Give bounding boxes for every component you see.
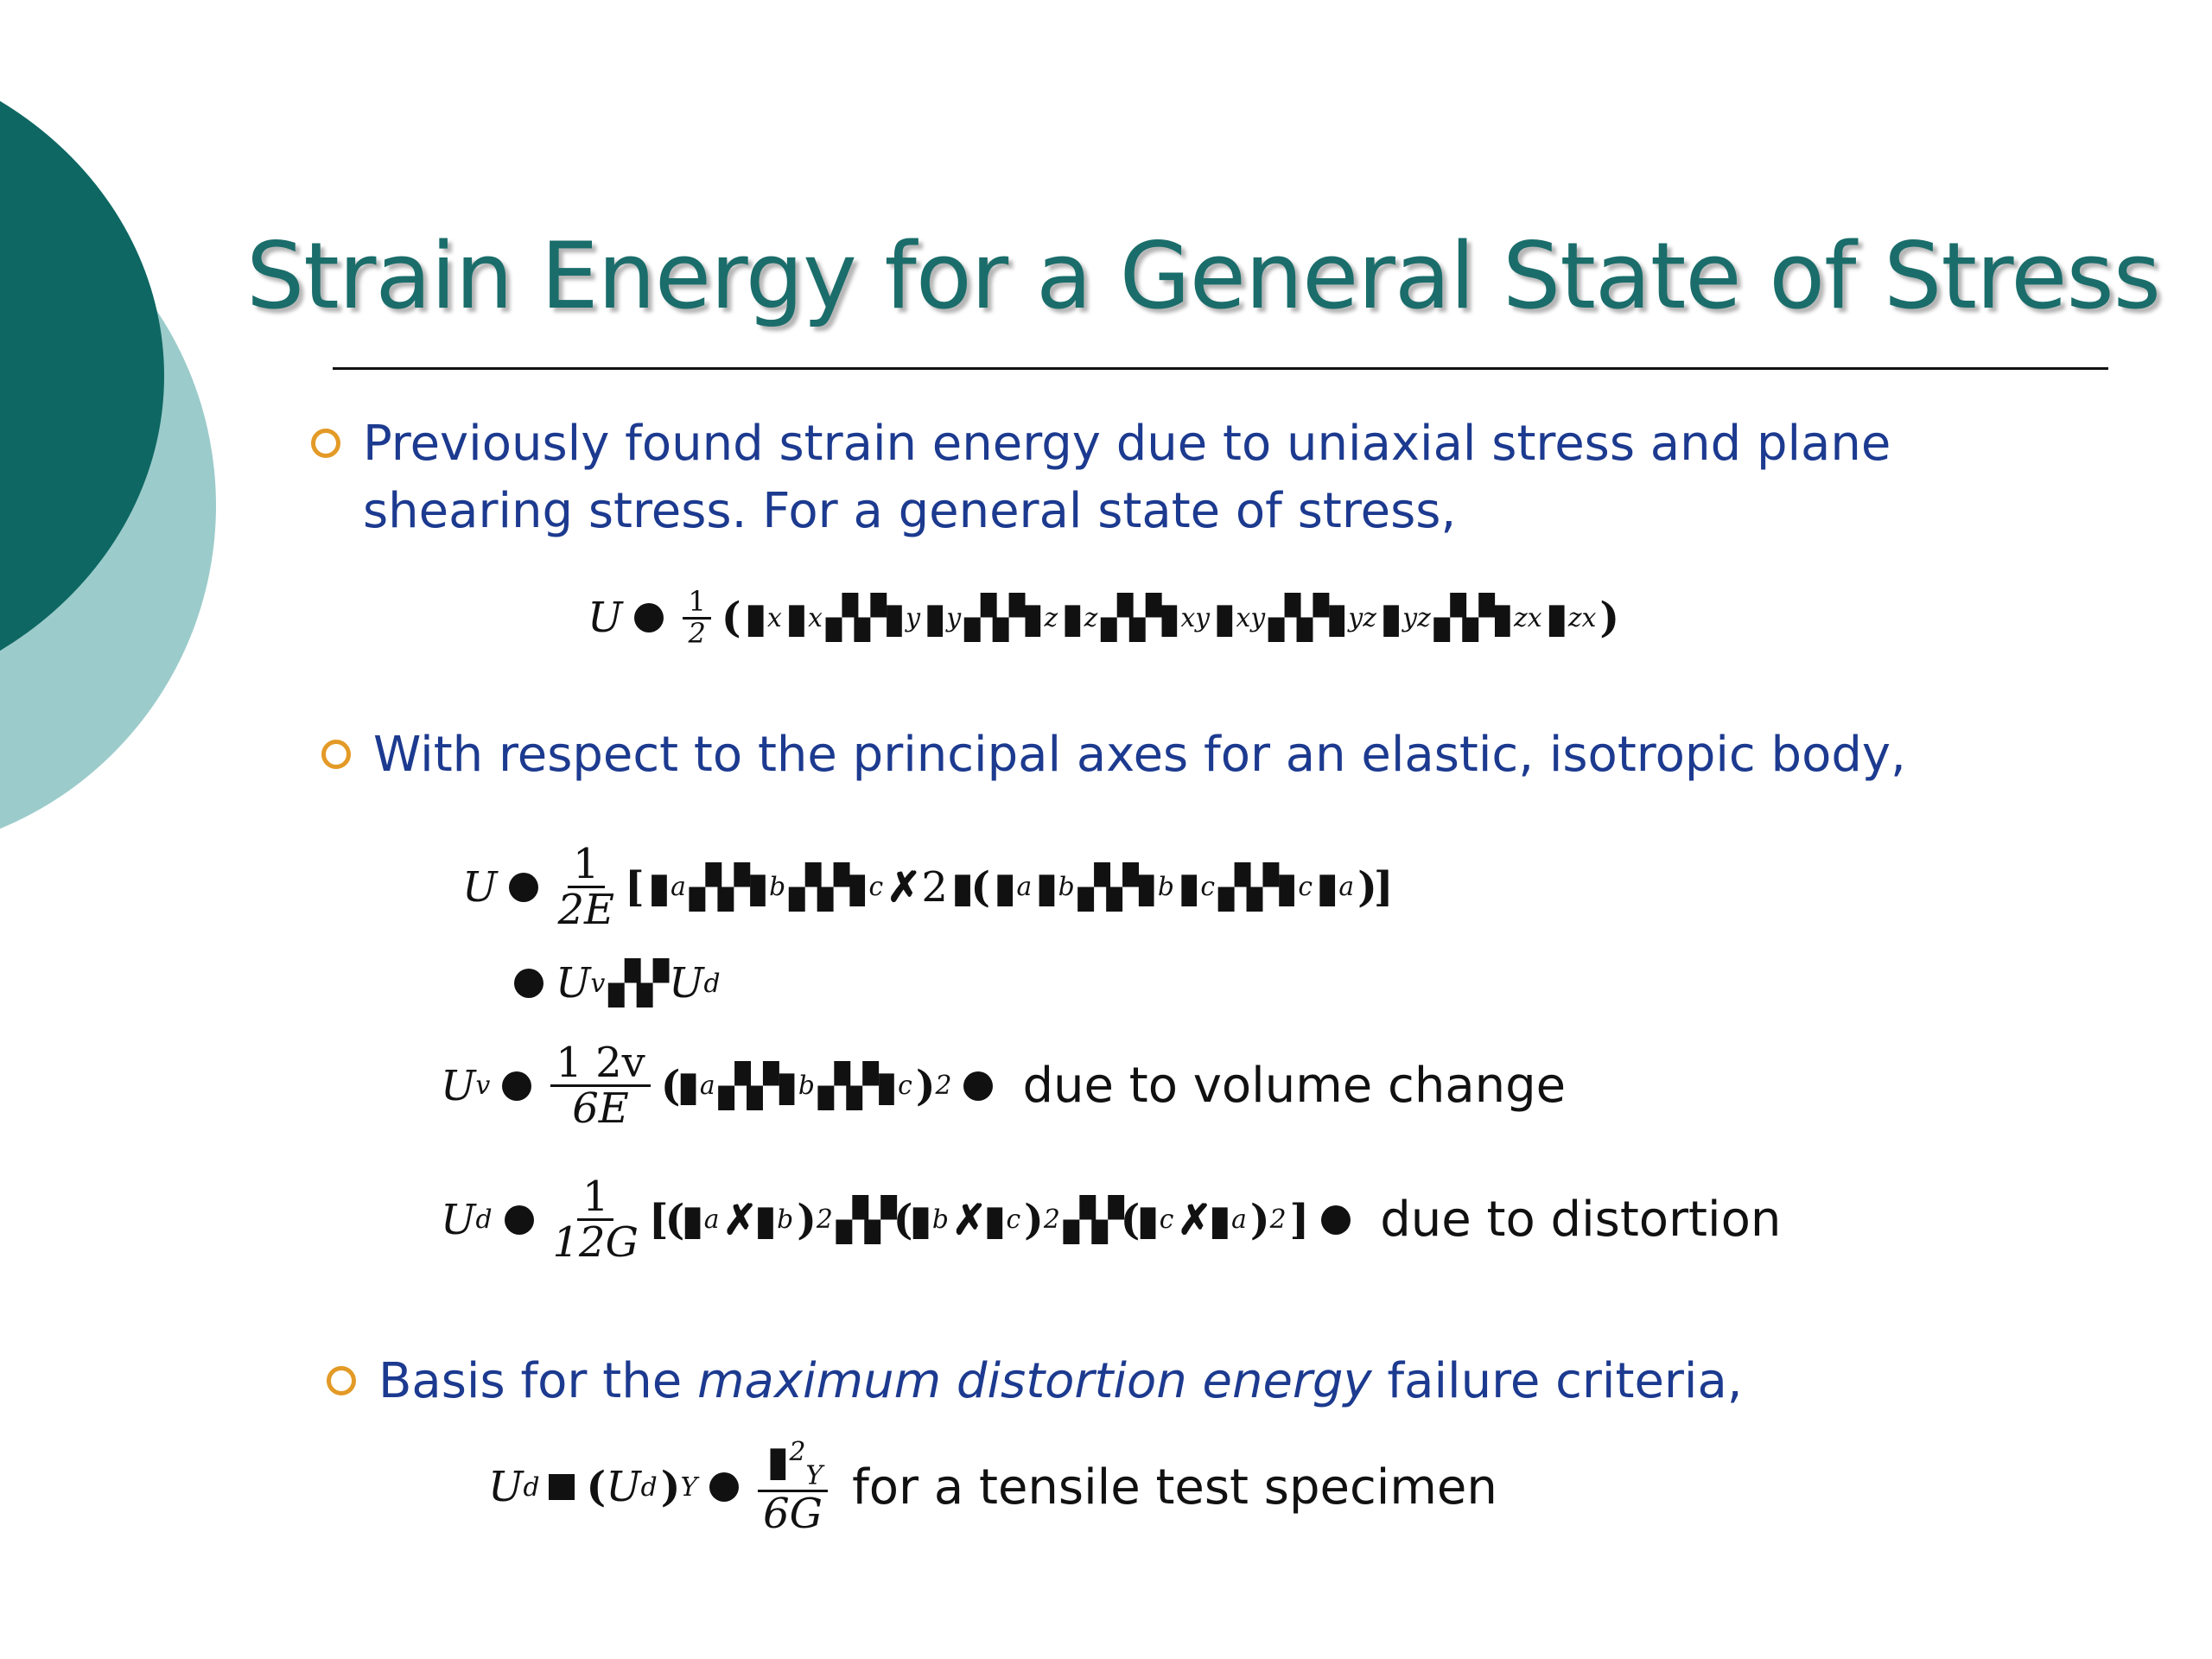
plus-glyph-icon: ▞▞▮ — [1101, 594, 1178, 643]
plus-glyph-icon: ▞▞ — [608, 959, 666, 1007]
gamma-glyph-icon: ▮ — [1545, 594, 1565, 643]
sigma-glyph-icon: ▮ — [994, 862, 1014, 912]
epsilon-glyph-icon: ▮ — [1061, 594, 1081, 643]
bracket-glyph-icon: [ — [625, 862, 641, 912]
plus-glyph-icon: ▞▞▮ — [964, 594, 1041, 643]
equals-glyph-icon — [514, 969, 543, 998]
plus-glyph-icon: ▞▞▮ — [825, 594, 903, 643]
sigma-glyph-icon: ▮ — [1315, 862, 1336, 912]
paren-glyph-icon: ) — [660, 1463, 677, 1512]
bullet-general-state — [311, 410, 1891, 545]
sigma-glyph-icon: ▮ — [647, 862, 668, 912]
formula-principal-strain-energy: U $\frac{1}{2E}$ [ ▮ a ▞▞▮ b ▞▞▮ c ✗ 2 ▮( ▮ a ▮ b ▞▞▮ b ▮ c ▞▞▮ c ▮ a )] — [462, 840, 1390, 935]
plus-glyph-icon: ▞▞(▮ — [836, 1195, 929, 1244]
bracket-glyph-icon: ) — [1249, 1195, 1267, 1244]
paren-glyph-icon: ) — [797, 1195, 813, 1244]
paren-glyph-icon: ( — [586, 1463, 603, 1512]
bullet-text-line2: shearing stress. For a general state of stress, — [363, 483, 1457, 539]
formula-lhs: U — [462, 862, 498, 912]
bullet-marker-icon — [311, 429, 340, 458]
nu-glyph-icon: ▮( — [950, 862, 988, 912]
bullet-text-line1: With respect to the principal axes for an elastic, isotropic body, — [373, 727, 1906, 783]
equals-glyph-icon — [505, 1205, 534, 1235]
bullet-marker-icon — [321, 740, 351, 769]
fraction: $\frac{1}{12G}$ — [552, 1173, 639, 1268]
bullet-text-line1: Previously found strain energy due to uniaxial stress and plane — [363, 416, 1891, 472]
fraction: $\frac{▮ ^2_Y}{6G}$ — [758, 1439, 828, 1535]
gamma-glyph-icon: ▮ — [1379, 594, 1400, 643]
plus-glyph-icon: ▞▞▮ — [1268, 594, 1345, 643]
paren-glyph-icon: ) — [1024, 1195, 1040, 1244]
plus-glyph-icon: ▞▞▮ — [1077, 862, 1154, 912]
sigma-glyph-icon: (▮ — [660, 1061, 696, 1110]
bullet-marker-icon — [327, 1366, 356, 1395]
plus-glyph-icon: ▞▞▮ — [1433, 594, 1511, 643]
fraction: $\frac{1 2v}{6E}$ — [550, 1041, 650, 1131]
bracket-glyph-icon: )] — [1357, 862, 1390, 912]
sigma-glyph-icon: ▮ — [744, 594, 764, 643]
title-divider — [333, 367, 2108, 370]
equals-glyph-icon — [502, 1071, 531, 1101]
paren-glyph-icon: ) — [1599, 594, 1617, 643]
gamma-glyph-icon: ▮ — [1213, 594, 1233, 643]
bracket-glyph-icon: [(▮ — [648, 1195, 701, 1244]
bullet-text-emphasis: maximum distortion energy — [696, 1353, 1372, 1409]
sigma-glyph-icon: ▮ — [766, 1437, 786, 1485]
epsilon-glyph-icon: ▮ — [785, 594, 805, 643]
sigma-glyph-icon: ▮ — [1177, 862, 1198, 912]
bullet-text-prefix: Basis for the — [378, 1353, 697, 1409]
minus-glyph-icon: ✗▮ — [951, 1195, 1003, 1244]
bullet-failure-criteria — [327, 1348, 1743, 1415]
plus-glyph-icon: ▞▞▮ — [789, 862, 866, 912]
plus-glyph-icon: ▞▞(▮ — [1063, 1195, 1156, 1244]
equals-glyph-icon — [1321, 1205, 1351, 1235]
formula-note: due to volume change — [1022, 1058, 1567, 1115]
equals-glyph-icon — [709, 1472, 739, 1502]
epsilon-glyph-icon: ▮ — [924, 594, 944, 643]
formula-lhs: U — [588, 594, 623, 643]
formula-volume-change: U v $\frac{1 2v}{6E}$ (▮ a ▞▞▮ b ▞▞▮ c ) 2 due to volume change — [441, 1039, 1567, 1134]
less-than-glyph-icon — [549, 1474, 575, 1500]
formula-note: due to distortion — [1380, 1192, 1782, 1249]
minus-glyph-icon: ✗ — [887, 862, 918, 912]
sigma-glyph-icon: ▮ — [1035, 862, 1055, 912]
equals-glyph-icon — [634, 603, 664, 632]
formula-failure-criterion: U d ( U d ) Y $\frac{▮ ^2_Y}{6G}$ for a tensile test specimen — [488, 1437, 1497, 1538]
formula-general-strain-energy: U $\frac{1}{2}$ ( ▮ x ▮ x ▞▞▮ y ▮ y ▞▞▮ z ▮ z ▞▞▮ xy ▮ xy ▞▞▮ yz ▮ yz ▞▞▮ zx ▮ zx ) — [588, 585, 1617, 650]
equals-glyph-icon — [509, 873, 538, 902]
fraction: $\frac{1}{2}$ — [683, 588, 710, 648]
slide-title: Strain Energy for a General State of Stress — [246, 223, 2160, 329]
plus-glyph-icon: ▞▞▮ — [718, 1061, 795, 1110]
bracket-glyph-icon: ] — [1289, 1195, 1306, 1244]
equals-glyph-icon — [963, 1071, 993, 1101]
minus-glyph-icon: ✗▮ — [1177, 1195, 1229, 1244]
bullet-principal-axes — [321, 721, 1906, 789]
fraction: $\frac{1}{2E}$ — [557, 840, 615, 935]
formula-energy-sum: U v ▞▞ U d — [514, 959, 721, 1007]
bullet-text-suffix: failure criteria, — [1371, 1353, 1743, 1409]
paren-glyph-icon: ( — [721, 594, 738, 643]
minus-glyph-icon: ✗▮ — [722, 1195, 774, 1244]
paren-glyph-icon: ) — [915, 1061, 932, 1110]
formula-distortion: U d $\frac{1}{12G}$ [(▮ a ✗▮ b ) 2 ▞▞(▮ b ✗▮ c ) 2 ▞▞(▮ c ✗▮ a ) 2 ] due to distortion — [441, 1173, 1782, 1268]
formula-note: for a tensile test specimen — [852, 1459, 1497, 1516]
plus-glyph-icon: ▞▞▮ — [689, 862, 766, 912]
plus-glyph-icon: ▞▞▮ — [1218, 862, 1295, 912]
plus-glyph-icon: ▞▞▮ — [817, 1061, 895, 1110]
